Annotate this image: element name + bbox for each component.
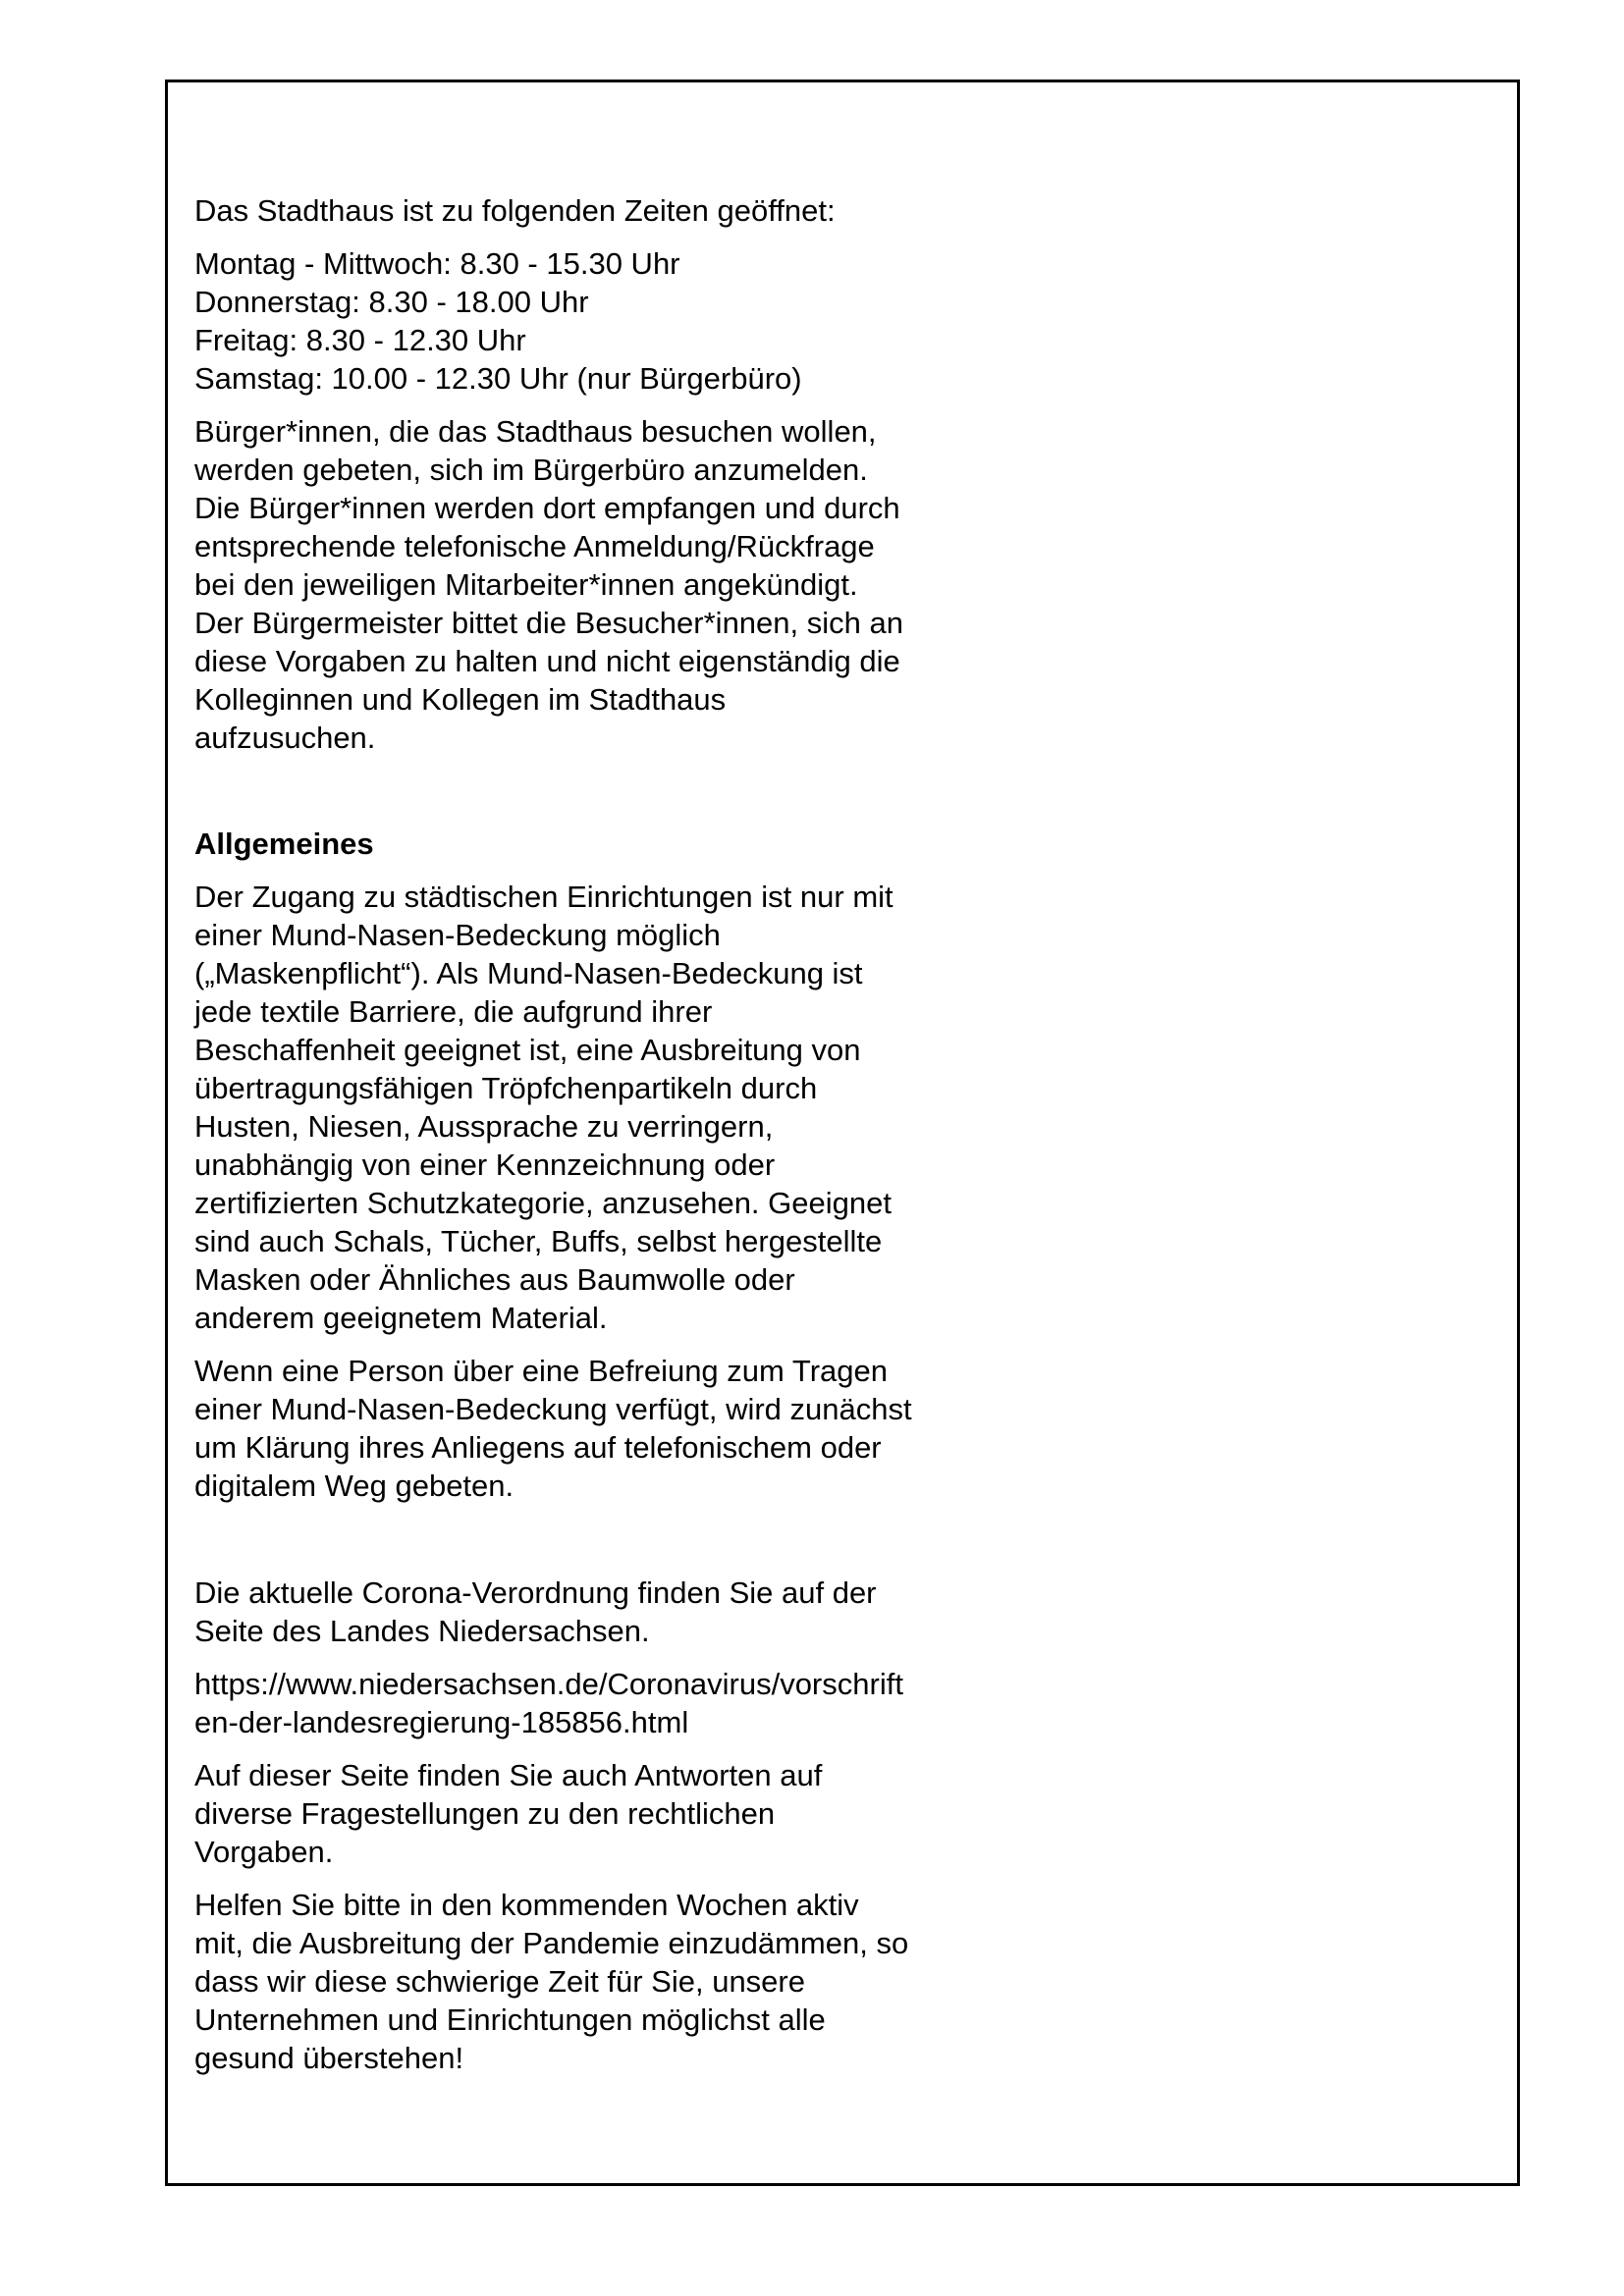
opening-hours-list <box>194 244 990 398</box>
exemption-paragraph: Wenn eine Person über eine Befreiung zum Tragen einer Mund-Nasen-Bedeckung verfügt, wird zunächst um Klärung ihres Anliegens auf telefonischem oder digitalem Weg gebeten. <box>194 1354 912 1503</box>
hours-thu: Donnerstag: 8.30 - 18.00 Uhr <box>194 285 589 319</box>
document-body <box>194 191 990 2077</box>
regulation-url: https://www.niedersachsen.de/Coronavirus/vorschrift en-der-landesregierung-185856.html <box>194 1667 903 1739</box>
hours-mon-wed: Montag - Mittwoch: 8.30 - 15.30 Uhr <box>194 246 680 281</box>
regulation-paragraph: Die aktuelle Corona-Verordnung finden Sie auf der Seite des Landes Niedersachsen. <box>194 1575 877 1648</box>
opening-hours-intro: Das Stadthaus ist zu folgenden Zeiten geöffnet: <box>194 193 836 228</box>
visitors-paragraph: Bürger*innen, die das Stadthaus besuchen wollen, werden gebeten, sich im Bürgerbüro anzumelden. Die Bürger*innen werden dort empfangen und durch entsprechende telefonische Anmeldung/Rückfrage bei den jeweiligen Mitarbeiter*innen angekündigt. Der Bürgermeister bittet die Besucher*innen, sich an diese Vorgaben zu halten und nicht eigenständig die Kolleginnen und Kollegen im Stadthaus aufzusuchen. <box>194 414 903 755</box>
answers-paragraph: Auf dieser Seite finden Sie auch Antworten auf diverse Fragestellungen zu den rechtlichen Vorgaben. <box>194 1758 823 1869</box>
hours-fri: Freitag: 8.30 - 12.30 Uhr <box>194 323 526 357</box>
closing-paragraph: Helfen Sie bitte in den kommenden Wochen aktiv mit, die Ausbreitung der Pandemie einzudämmen, so dass wir diese schwierige Zeit für Sie, unsere Unternehmen und Einrichtungen möglichst alle gesund überstehen! <box>194 1888 909 2075</box>
section-heading-general: Allgemeines <box>194 827 374 861</box>
mask-paragraph: Der Zugang zu städtischen Einrichtungen ist nur mit einer Mund-Nasen-Bedeckung möglich („Maskenpflicht“). Als Mund-Nasen-Bedeckung ist jede textile Barriere, die aufgrund ihrer Beschaffenheit geeignet ist, eine Ausbreitung von übertragungsfähigen Tröpfchenpartikeln durch Husten, Niesen, Aussprache zu verringern, unabhängig von einer Kennzeichnung oder zertifizierten Schutzkategorie, anzusehen. Geeignet sind auch Schals, Tücher, Buffs, selbst hergestellte Masken oder Ähnliches aus Baumwolle oder anderem geeignetem Material. <box>194 880 893 1335</box>
hours-sat: Samstag: 10.00 - 12.30 Uhr (nur Bürgerbüro) <box>194 361 802 396</box>
